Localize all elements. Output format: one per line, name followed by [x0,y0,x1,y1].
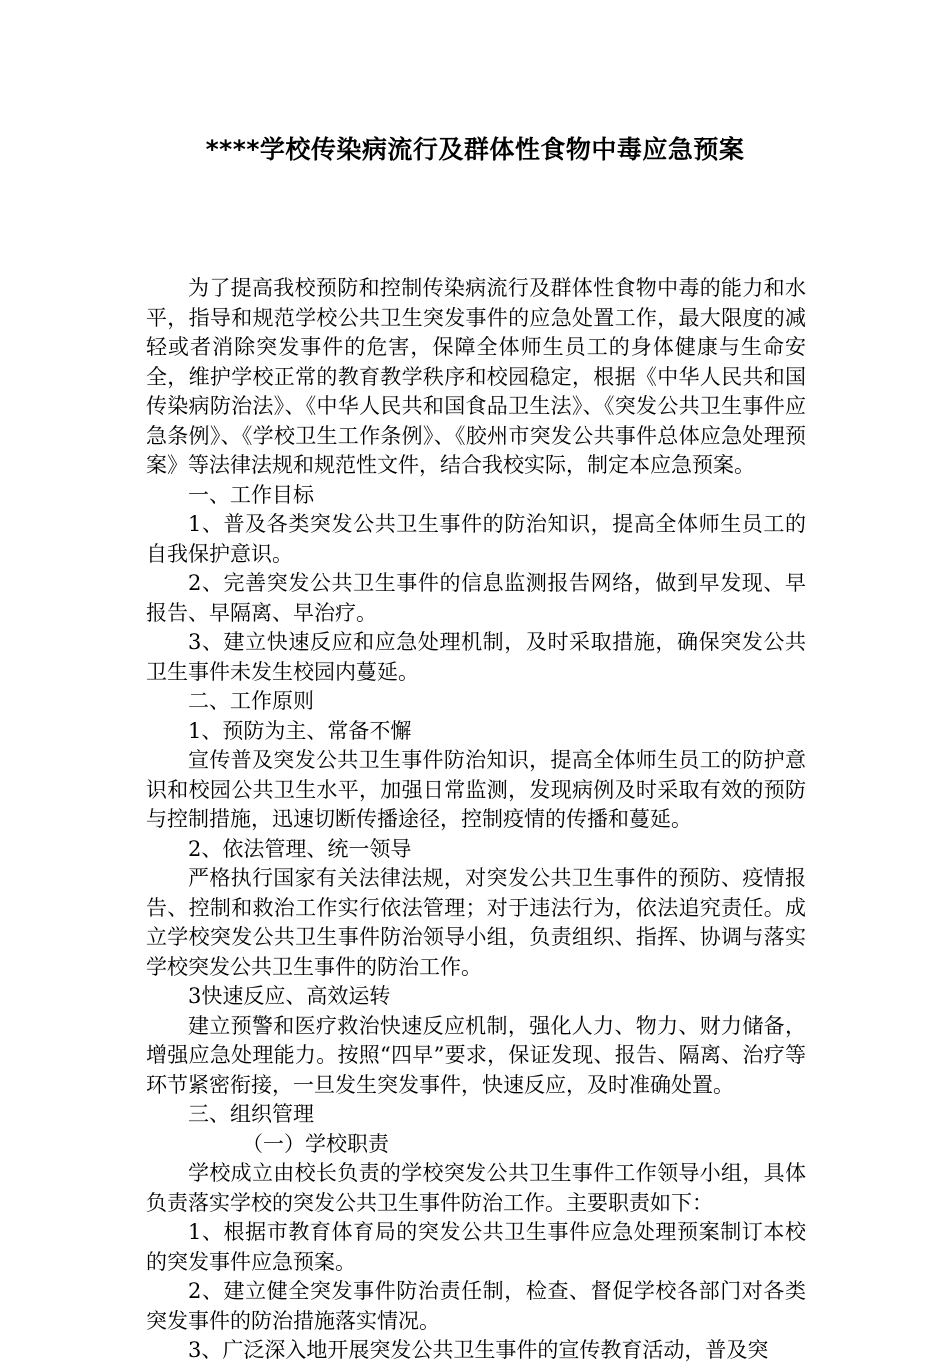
paragraph: 学校成立由校长负责的学校突发公共卫生事件工作领导小组，具体负责落实学校的突发公共卫生事件防治工作。主要职责如下： [146,1161,806,1215]
paragraph: 2、建立健全突发事件防治责任制，检查、督促学校各部门对各类突发事件的防治措施落实情况。 [146,1279,806,1333]
paragraph: 严格执行国家有关法律法规，对突发公共卫生事件的预防、疫情报告、控制和救治工作实行依法管理；对于违法行为，依法追究责任。成立学校突发公共卫生事件防治领导小组，负责组织、指挥、协调与落实学校突发公共卫生事件的防治工作。 [146,866,806,979]
subsection-heading: 1、预防为主、常备不懈 [188,718,412,743]
paragraph: 建立预警和医疗救治快速反应机制，强化人力、物力、财力储备，增强应急处理能力。按照“四早”要求，保证发现、报告、隔离、治疗等环节紧密衔接，一旦发生突发事件，快速反应，及时准确处置。 [146,1013,806,1097]
section-heading: 三、组织管理 [188,1102,314,1126]
document-body [146,274,806,1366]
document-title: ****学校传染病流行及群体性食物中毒应急预案 [205,135,745,164]
section-heading: 一、工作目标 [188,482,314,507]
paragraph-intro: 为了提高我校预防和控制传染病流行及群体性食物中毒的能力和水平，指导和规范学校公共卫生突发事件的应急处置工作，最大限度的减轻或者消除突发事件的危害，保障全体师生员工的身体健康与生命安全，维护学校正常的教育教学秩序和校园稳定，根据《中华人民共和国传染病防治法》、《中华人民共和国食品卫生法》、《突发公共卫生事件应急条例》、《学校卫生工作条例》、《胶州市突发公共事件总体应急处理预案》等法律法规和规范性文件，结合我校实际，制定本应急预案。 [146,276,806,477]
section-heading: 二、工作原则 [188,689,314,713]
paragraph: 宣传普及突发公共卫生事件防治知识，提高全体师生员工的防护意识和校园公共卫生水平，加强日常监测，发现病例及时采取有效的预防与控制措施，迅速切断传播途径，控制疫情的传播和蔓延。 [146,748,806,831]
subsection-heading: 3快速反应、高效运转 [188,984,391,1008]
paragraph: 1、根据市教育体育局的突发公共卫生事件应急处理预案制订本校的突发事件应急预案。 [146,1220,806,1274]
paragraph: 1、普及各类突发公共卫生事件的防治知识，提高全体师生员工的自我保护意识。 [146,512,806,566]
subsection-heading: （一）学校职责 [242,1131,389,1156]
paragraph: 3、广泛深入地开展突发公共卫生事件的宣传教育活动，普及突 [188,1338,769,1362]
paragraph: 3、建立快速反应和应急处理机制，及时采取措施，确保突发公共卫生事件未发生校园内蔓延。 [146,630,806,684]
paragraph: 2、完善突发公共卫生事件的信息监测报告网络，做到早发现、早报告、早隔离、早治疗。 [146,571,806,625]
subsection-heading: 2、依法管理、统一领导 [188,836,412,861]
